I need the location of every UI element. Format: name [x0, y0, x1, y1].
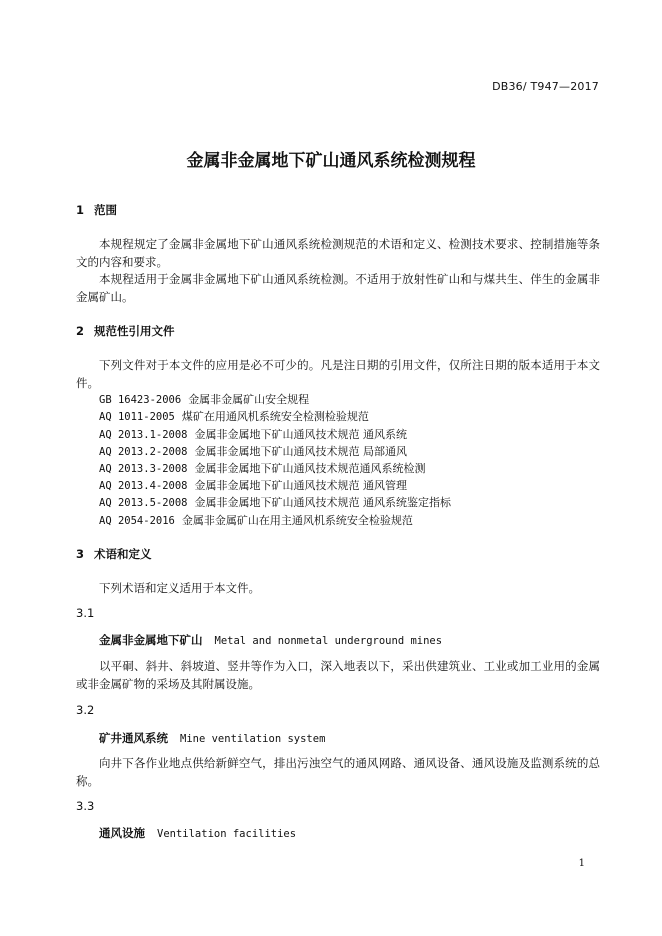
scope-paragraph-2: 本规程适用于金属非金属地下矿山通风系统检测。不适用于放射性矿山和与煤共生、伴生的金属非金属矿山。 [76, 272, 600, 304]
reference-title: 金属非金属地下矿山通风技术规范 通风系统鉴定指标 [194, 496, 452, 509]
reference-item [99, 477, 407, 495]
reference-code: GB 16423-2006 [99, 394, 182, 406]
reference-code: AQ 1011-2005 [99, 411, 175, 423]
section-title: 规范性引用文件 [94, 324, 175, 338]
term-chinese: 矿井通风系统 [99, 731, 168, 745]
reference-item [99, 512, 413, 530]
reference-item [99, 443, 407, 461]
reference-title: 金属非金属矿山安全规程 [188, 393, 310, 406]
term-chinese: 通风设施 [99, 826, 145, 840]
term-definition: 向井下各作业地点供给新鲜空气，排出污浊空气的通风网路、通风设备、通风设施及监测系统的总称。 [76, 756, 600, 788]
reference-item [99, 408, 369, 426]
term-english: Metal and nonmetal underground mines [214, 635, 443, 647]
scope-paragraph-1: 本规程规定了金属非金属地下矿山通风系统检测规范的术语和定义、检测技术要求、控制措施等条文的内容和要求。 [76, 237, 600, 269]
section-1-heading [76, 202, 117, 218]
document-code: DB36/ T947—2017 [492, 80, 599, 93]
reference-title: 金属非金属矿山在用主通风机系统安全检验规范 [181, 514, 413, 527]
reference-code: AQ 2013.1-2008 [99, 429, 188, 441]
reference-title: 金属非金属地下矿山通风技术规范 局部通风 [194, 445, 408, 458]
reference-code: AQ 2013.5-2008 [99, 497, 188, 509]
page-number: 1 [578, 858, 585, 869]
reference-code: AQ 2013.4-2008 [99, 480, 188, 492]
section-3-heading [76, 546, 152, 562]
reference-item [99, 460, 426, 478]
reference-code: AQ 2054-2016 [99, 515, 175, 527]
reference-item [99, 391, 309, 409]
reference-title: 金属非金属地下矿山通风技术规范通风系统检测 [194, 462, 426, 475]
clause-number: 3.2 [76, 703, 95, 717]
term-chinese: 金属非金属地下矿山 [99, 633, 203, 647]
reference-title: 煤矿在用通风机系统安全检测检验规范 [181, 410, 369, 423]
reference-title: 金属非金属地下矿山通风技术规范 通风系统 [194, 428, 408, 441]
term-entry [99, 825, 296, 841]
clause-number: 3.1 [76, 606, 95, 620]
term-entry [99, 730, 325, 746]
term-definition: 以平硐、斜井、斜坡道、竖井等作为入口，深入地表以下，采出供建筑业、工业或加工业用的金属或非金属矿物的采场及其附属设施。 [76, 659, 600, 691]
terms-intro: 下列术语和定义适用于本文件。 [99, 581, 260, 595]
clause-number: 3.3 [76, 799, 95, 813]
reference-code: AQ 2013.2-2008 [99, 446, 188, 458]
reference-code: AQ 2013.3-2008 [99, 463, 188, 475]
document-title: 金属非金属地下矿山通风系统检测规程 [186, 151, 476, 171]
reference-item [99, 494, 451, 512]
section-number: 2 [76, 324, 85, 338]
term-entry [99, 632, 442, 648]
reference-item [99, 426, 407, 444]
section-number: 1 [76, 203, 85, 217]
section-title: 范围 [94, 203, 117, 217]
section-title: 术语和定义 [94, 547, 152, 561]
term-english: Ventilation facilities [157, 828, 297, 840]
term-english: Mine ventilation system [180, 733, 326, 745]
section-number: 3 [76, 547, 85, 561]
reference-title: 金属非金属地下矿山通风技术规范 通风管理 [194, 479, 408, 492]
section-2-heading [76, 323, 175, 339]
references-intro: 下列文件对于本文件的应用是必不可少的。凡是注日期的引用文件，仅所注日期的版本适用于本文件。 [76, 358, 600, 390]
